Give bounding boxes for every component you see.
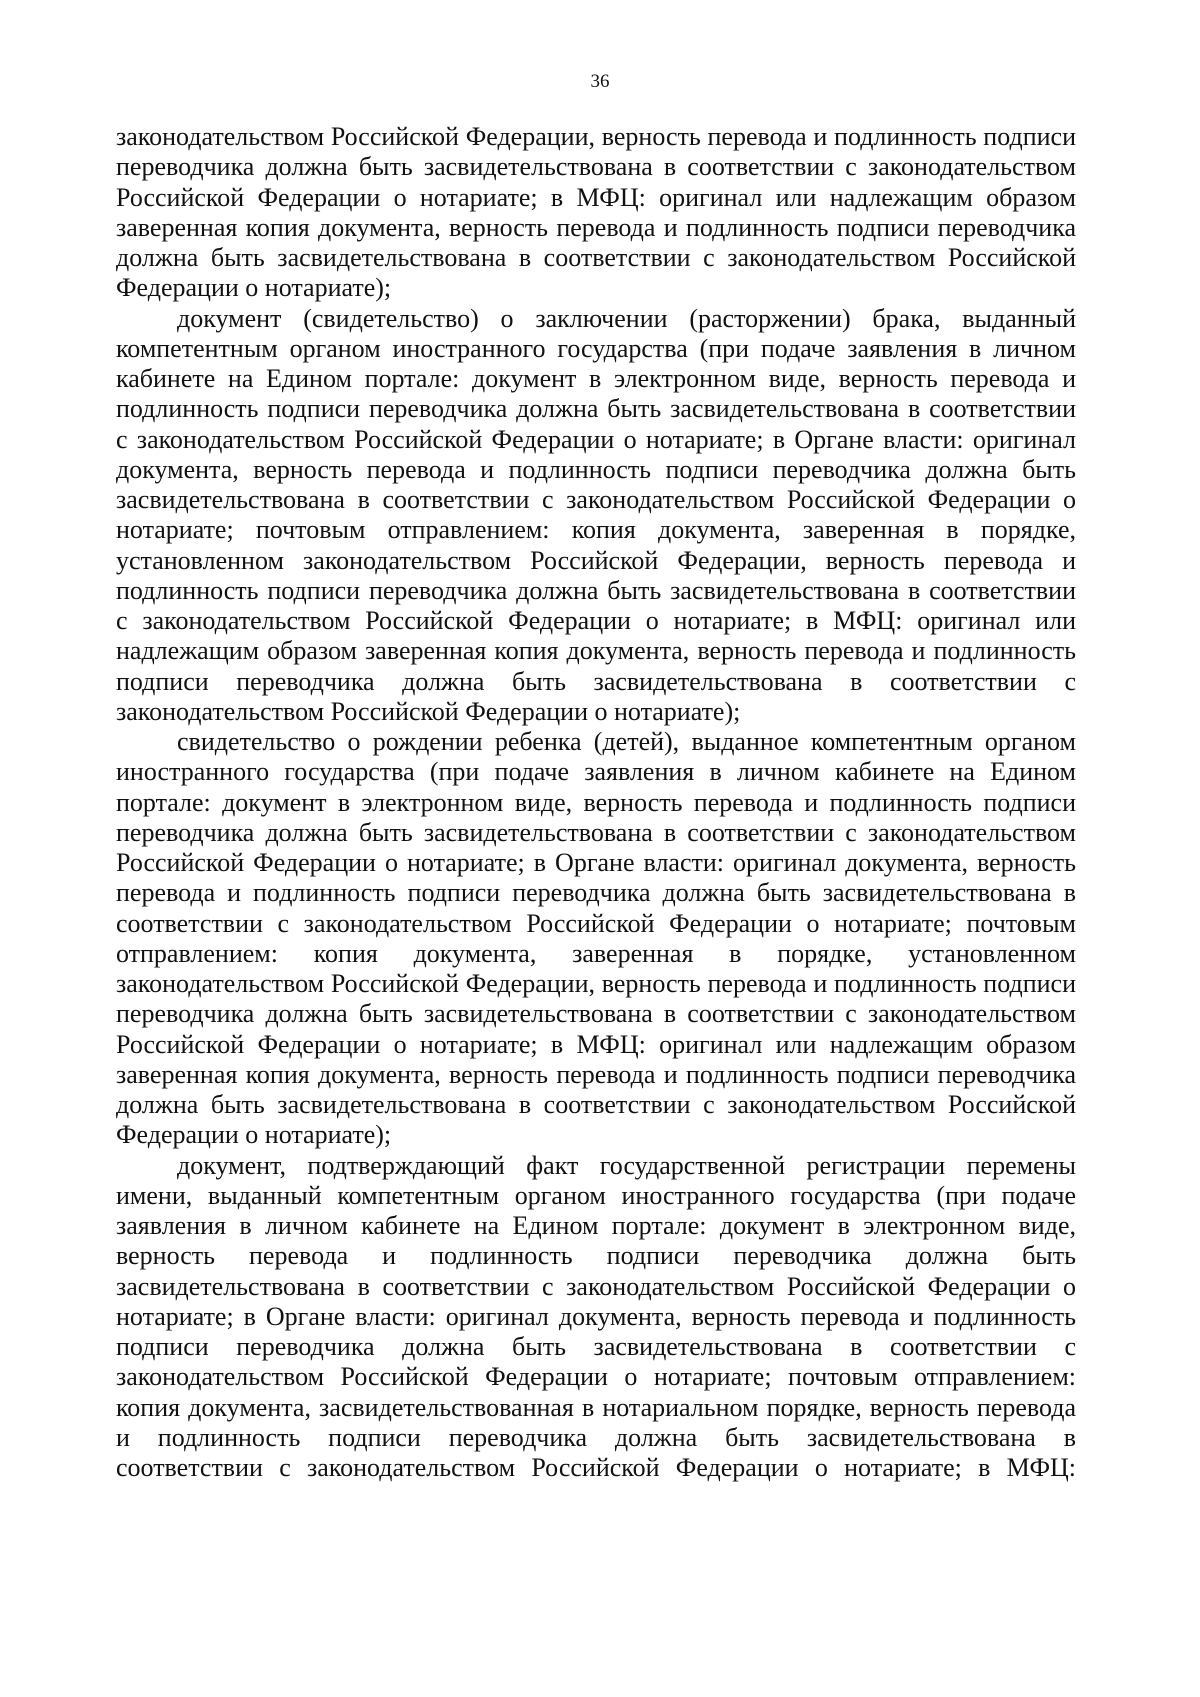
page-number: 36	[590, 71, 610, 92]
paragraph-birth-certificate: свидетельство о рождении ребенка (детей), выданное компетентным органом иностранного государства (при подаче заявления в личном кабинете на Едином портале: документ в электронном виде, верность перевода и подлинность подписи переводчика должна быть засвидетельствована в соответствии с законодательством Российской Федерации о нотариате; в Органе власти: оригинал документа, верность перевода и подлинность подписи переводчика должна быть засвидетельствована в соответствии с законодательством Российской Федерации о нотариате; почтовым отправлением: копия документа, заверенная в порядке, установленном законодательством Российской Федерации, верность перевода и подлинность подписи переводчика должна быть засвидетельствована в соответствии с законодательством Российской Федерации о нотариате; в МФЦ: оригинал или надлежащим образом заверенная копия документа, верность перевода и подлинность подписи переводчика должна быть засвидетельствована в соответствии с законодательством Российской Федерации о нотариате);	[116, 727, 1076, 1150]
paragraph-marriage-certificate: документ (свидетельство) о заключении (расторжении) брака, выданный компетентным органом иностранного государства (при подаче заявления в личном кабинете на Едином портале: документ в электронном виде, верность перевода и подлинность подписи переводчика должна быть засвидетельствована в соответствии с законодательством Российской Федерации о нотариате; в Органе власти: оригинал документа, верность перевода и подлинность подписи переводчика должна быть засвидетельствована в соответствии с законодательством Российской Федерации о нотариате; почтовым отправлением: копия документа, заверенная в порядке, установленном законодательством Российской Федерации, верность перевода и подлинность подписи переводчика должна быть засвидетельствована в соответствии с законодательством Российской Федерации о нотариате; в МФЦ: оригинал или надлежащим образом заверенная копия документа, верность перевода и подлинность подписи переводчика должна быть засвидетельствована в соответствии с законодательством Российской Федерации о нотариате);	[116, 303, 1076, 726]
document-body	[116, 122, 1076, 1483]
paragraph-name-change-document: документ, подтверждающий факт государственной регистрации перемены имени, выданный компетентным органом иностранного государства (при подаче заявления в личном кабинете на Едином портале: документ в электронном виде, верность перевода и подлинность подписи переводчика должна быть засвидетельствована в соответствии с законодательством Российской Федерации о нотариате; в Органе власти: оригинал документа, верность перевода и подлинность подписи переводчика должна быть засвидетельствована в соответствии с законодательством Российской Федерации о нотариате; почтовым отправлением: копия документа, засвидетельствованная в нотариальном порядке, верность перевода и подлинность подписи переводчика должна быть засвидетельствована в соответствии с законодательством Российской Федерации о нотариате; в МФЦ:	[116, 1150, 1076, 1482]
paragraph-continuation: законодательством Российской Федерации, верность перевода и подлинность подписи переводчика должна быть засвидетельствована в соответствии с законодательством Российской Федерации о нотариате; в МФЦ: оригинал или надлежащим образом заверенная копия документа, верность перевода и подлинность подписи переводчика должна быть засвидетельствована в соответствии с законодательством Российской Федерации о нотариате);	[116, 122, 1076, 303]
